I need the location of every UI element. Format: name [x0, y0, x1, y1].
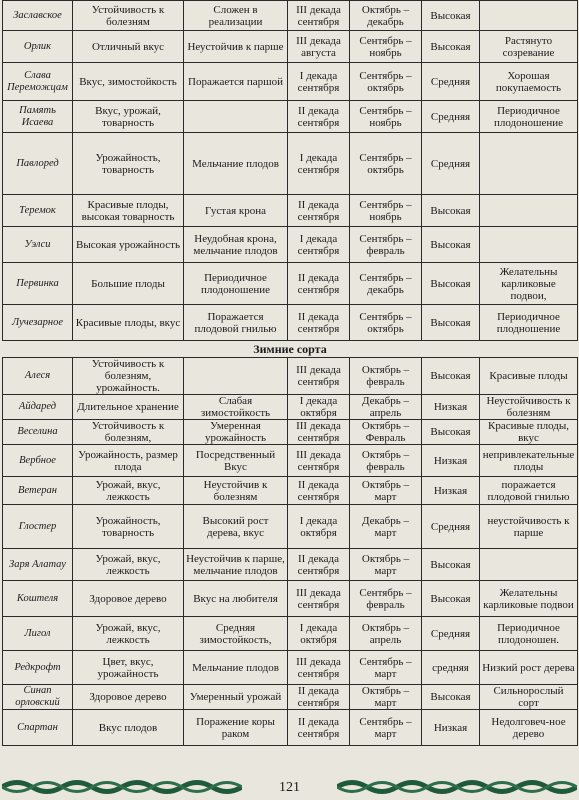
table-cell: Декабрь – апрель [350, 395, 422, 420]
table-cell: Красивые плоды, вкус [480, 420, 578, 445]
section-title: Зимние сорта [3, 341, 578, 358]
table-cell: Октябрь – февраль [350, 445, 422, 477]
table-cell [480, 549, 578, 581]
apple-varieties-table [2, 0, 578, 746]
table-row [3, 445, 578, 477]
table-cell: Высокая урожайность [73, 227, 184, 263]
table-cell: II декада сентября [288, 685, 350, 710]
table-cell: Октябрь – Февраль [350, 420, 422, 445]
table-cell: Вкус плодов [73, 710, 184, 746]
table-cell: Поражается плодовой гнилью [184, 305, 288, 341]
table-cell: Урожай, вкус, лежкость [73, 617, 184, 651]
table-cell: Неустойчив к парше, мельчание плодов [184, 549, 288, 581]
table-cell: III декада сентября [288, 1, 350, 31]
table-cell: Слабая зимостойкость [184, 395, 288, 420]
table-row [3, 710, 578, 746]
table-cell: Красивые плоды, высокая товарность [73, 195, 184, 227]
variety-name-cell: Айдаред [3, 395, 73, 420]
variety-name-cell: Синап орловский [3, 685, 73, 710]
table-cell: Средняя [422, 617, 480, 651]
variety-name-cell: Вербное [3, 445, 73, 477]
table-cell: Периодичное плодношение [480, 305, 578, 341]
table-cell: II декада сентября [288, 101, 350, 133]
table-cell: Низкая [422, 710, 480, 746]
table-cell: I декада сентября [288, 63, 350, 101]
table-cell: Неустойчивость к болезням [480, 395, 578, 420]
table-cell [480, 1, 578, 31]
table-cell: Октябрь – апрель [350, 617, 422, 651]
table-cell: Длительное хранение [73, 395, 184, 420]
table-row [3, 227, 578, 263]
table-cell: Сентябрь – октябрь [350, 305, 422, 341]
table-body-top [3, 1, 578, 341]
table-cell: средняя [422, 651, 480, 685]
table-row [3, 477, 578, 505]
table-cell: Вкус на любителя [184, 581, 288, 617]
table-cell: Растянуто созревание [480, 31, 578, 63]
table-row [3, 195, 578, 227]
table-row [3, 420, 578, 445]
table-cell: Мельчание плодов [184, 651, 288, 685]
table-cell: Низкий рост дерева [480, 651, 578, 685]
table-cell: Высокая [422, 305, 480, 341]
table-cell: I декада октября [288, 395, 350, 420]
variety-name-cell: Ветеран [3, 477, 73, 505]
variety-name-cell: Алеся [3, 358, 73, 395]
variety-name-cell: Лигол [3, 617, 73, 651]
table-cell: Средняя [422, 101, 480, 133]
table-cell: II декада сентября [288, 549, 350, 581]
variety-name-cell: Первинка [3, 263, 73, 305]
table-row [3, 651, 578, 685]
table-cell: Сентябрь – февраль [350, 581, 422, 617]
variety-name-cell: Коштеля [3, 581, 73, 617]
table-row [3, 133, 578, 195]
table-cell: II декада сентября [288, 710, 350, 746]
table-cell: Низкая [422, 477, 480, 505]
table-cell: Урожай, вкус, лежкость [73, 549, 184, 581]
table-cell: Устойчивость к болезням [73, 1, 184, 31]
table-cell: Высокая [422, 685, 480, 710]
table-cell: III декада сентября [288, 358, 350, 395]
table-row [3, 505, 578, 549]
table-cell: III декада сентября [288, 651, 350, 685]
table-cell: Декабрь – март [350, 505, 422, 549]
table-cell: Сложен в реализации [184, 1, 288, 31]
variety-name-cell: Глостер [3, 505, 73, 549]
table-row [3, 581, 578, 617]
table-cell: Высокая [422, 227, 480, 263]
table-cell: Сентябрь – ноябрь [350, 31, 422, 63]
table-cell: I декада октября [288, 505, 350, 549]
table-row [3, 263, 578, 305]
table-row [3, 31, 578, 63]
variety-name-cell: Уэлси [3, 227, 73, 263]
table-cell: Периодичное плодоношение [480, 101, 578, 133]
table-cell: Средняя [422, 505, 480, 549]
table-cell: Желательны карликовые подвои [480, 581, 578, 617]
table-cell: Периодичное плодоношен. [480, 617, 578, 651]
table-cell: неустойчивость к парше [480, 505, 578, 549]
table-cell: Средняя [422, 133, 480, 195]
table-cell: Сентябрь – декабрь [350, 263, 422, 305]
variety-name-cell: Веселина [3, 420, 73, 445]
table-cell: Неустойчив к парше [184, 31, 288, 63]
table-cell: Сентябрь – март [350, 710, 422, 746]
table-cell: Сентябрь – октябрь [350, 63, 422, 101]
table-row [3, 1, 578, 31]
table-cell: Хорошая покупаемость [480, 63, 578, 101]
variety-name-cell: Память Исаева [3, 101, 73, 133]
ornament-right-icon [337, 778, 577, 796]
table-cell: Большие плоды [73, 263, 184, 305]
table-cell: Высокий рост дерева, вкус [184, 505, 288, 549]
table-cell: III декада сентября [288, 581, 350, 617]
variety-name-cell: Теремок [3, 195, 73, 227]
table-cell: Периодичное плодоношение [184, 263, 288, 305]
variety-name-cell: Заря Алатау [3, 549, 73, 581]
table-cell: Высокая [422, 581, 480, 617]
page-footer [0, 774, 579, 800]
table-cell: Высокая [422, 1, 480, 31]
variety-name-cell: Павлоред [3, 133, 73, 195]
table-cell: II декада сентября [288, 263, 350, 305]
table-cell: Густая крона [184, 195, 288, 227]
variety-name-cell: Заславское [3, 1, 73, 31]
table-cell: Урожай, вкус, лежкость [73, 477, 184, 505]
table-cell: Октябрь – март [350, 685, 422, 710]
table-cell: Сентябрь – ноябрь [350, 195, 422, 227]
table-cell: Поражение коры раком [184, 710, 288, 746]
table-cell: Октябрь – март [350, 477, 422, 505]
table-cell: II декада сентября [288, 195, 350, 227]
table-cell [184, 101, 288, 133]
table-cell: Здоровое дерево [73, 581, 184, 617]
table-cell: Высокая [422, 263, 480, 305]
variety-name-cell: Спартан [3, 710, 73, 746]
table-cell: Желательны карликовые подвои, [480, 263, 578, 305]
table-cell: Вкус, зимостойкость [73, 63, 184, 101]
table-cell: Сентябрь – март [350, 651, 422, 685]
table-cell: Сентябрь – ноябрь [350, 101, 422, 133]
table-cell [184, 358, 288, 395]
table-cell: Октябрь – декабрь [350, 1, 422, 31]
table-cell: непривлекательные плоды [480, 445, 578, 477]
table-cell: Красивые плоды, вкус [73, 305, 184, 341]
page-number: 121 [279, 780, 300, 795]
table-cell: III декада августа [288, 31, 350, 63]
table-cell: Высокая [422, 420, 480, 445]
table-cell: Поражается паршой [184, 63, 288, 101]
table-row [3, 395, 578, 420]
table-cell: I декада сентября [288, 227, 350, 263]
table-row [3, 63, 578, 101]
table-cell: Отличный вкус [73, 31, 184, 63]
table-cell: Вкус, урожай, товарность [73, 101, 184, 133]
variety-name-cell: Орлик [3, 31, 73, 63]
variety-name-cell: Редкрофт [3, 651, 73, 685]
table-cell: Урожайность, товарность [73, 133, 184, 195]
table-cell: Сентябрь – октябрь [350, 133, 422, 195]
table-cell: Красивые плоды [480, 358, 578, 395]
variety-name-cell: Слава Переможцам [3, 63, 73, 101]
table-cell [480, 195, 578, 227]
table-row [3, 101, 578, 133]
table-cell: Сентябрь – февраль [350, 227, 422, 263]
table-cell: Посредственный Вкус [184, 445, 288, 477]
table-cell: поражается плодовой гнилью [480, 477, 578, 505]
table-cell: Высокая [422, 549, 480, 581]
table-cell: Неустойчив к болезням [184, 477, 288, 505]
table-cell: Недолговеч-ное дерево [480, 710, 578, 746]
table-row [3, 549, 578, 581]
table-cell: Мельчание плодов [184, 133, 288, 195]
table-cell: Низкая [422, 395, 480, 420]
table-cell: Цвет, вкус, урожайность [73, 651, 184, 685]
table-cell: Высокая [422, 31, 480, 63]
table-cell: Высокая [422, 195, 480, 227]
table-cell: Урожайность, размер плода [73, 445, 184, 477]
table-cell: Урожайность, товарность [73, 505, 184, 549]
section-header [3, 341, 578, 358]
table-cell: Октябрь – февраль [350, 358, 422, 395]
table-cell: Устойчивость к болезням, [73, 420, 184, 445]
table-cell: Высокая [422, 358, 480, 395]
variety-name-cell: Лучезарное [3, 305, 73, 341]
table-row [3, 358, 578, 395]
table-cell: Неудобная крона, мельчание плодов [184, 227, 288, 263]
table-cell: II декада сентября [288, 477, 350, 505]
table-cell [480, 133, 578, 195]
table-cell: Октябрь – март [350, 549, 422, 581]
table-cell: II декада сентября [288, 305, 350, 341]
table-body-bottom [3, 358, 578, 746]
table-cell: Умеренная урожайность [184, 420, 288, 445]
table-row [3, 305, 578, 341]
table-row [3, 617, 578, 651]
table-cell: III декада сентября [288, 445, 350, 477]
table-cell: III декада сентября [288, 420, 350, 445]
table-row [3, 685, 578, 710]
table-cell: Средняя зимостойкость, [184, 617, 288, 651]
table-cell: I декада сентября [288, 133, 350, 195]
table-cell: I декада октября [288, 617, 350, 651]
table-cell: Средняя [422, 63, 480, 101]
table-cell: Сильнорослый сорт [480, 685, 578, 710]
table-cell: Здоровое дерево [73, 685, 184, 710]
table-cell: Умеренный урожай [184, 685, 288, 710]
table-cell: Устойчивость к болезням, урожайность. [73, 358, 184, 395]
table-cell [480, 227, 578, 263]
table-cell: Низкая [422, 445, 480, 477]
